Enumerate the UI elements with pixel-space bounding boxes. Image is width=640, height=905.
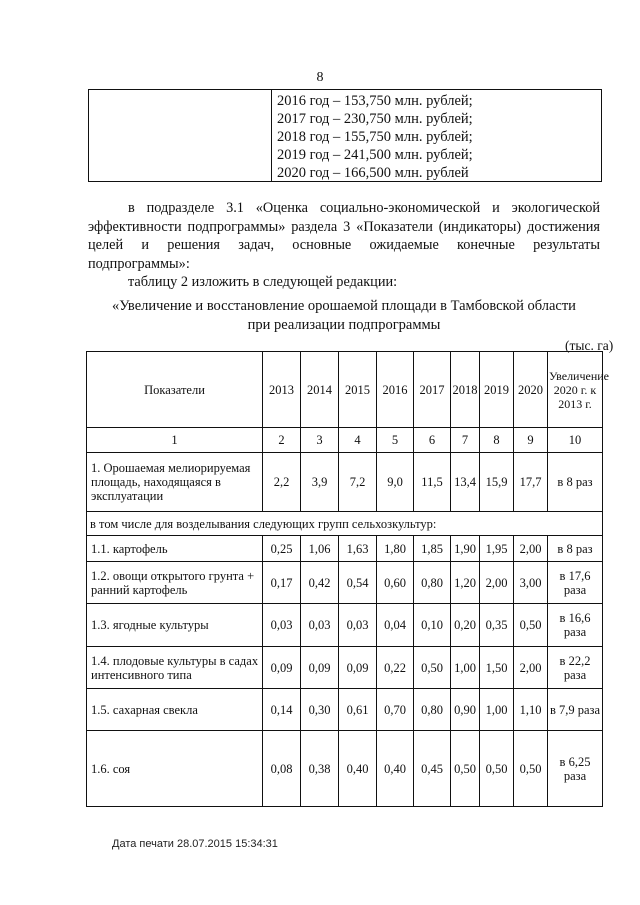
cell: 0,80 (414, 562, 451, 604)
table-row (87, 453, 603, 512)
header-cell: 2015 (339, 352, 377, 428)
column-number: 4 (339, 428, 377, 453)
cell: в 8 раз (548, 453, 603, 512)
table-row (87, 604, 603, 647)
cell: 0,03 (339, 604, 377, 647)
budget-line: 2016 год – 153,750 млн. рублей; (277, 93, 473, 109)
column-number: 3 (301, 428, 339, 453)
cell: 0,20 (451, 604, 480, 647)
cell: 0,08 (263, 731, 301, 807)
cell: в 22,2 раза (548, 647, 603, 689)
cell: 1,10 (514, 689, 548, 731)
irrigation-table (86, 351, 610, 807)
cell: в 7,9 раза (548, 689, 603, 731)
column-number: 10 (548, 428, 603, 453)
header-cell: 2013 (263, 352, 301, 428)
row-label: 1.3. ягодные культуры (87, 604, 263, 647)
column-number-row (87, 428, 603, 453)
units-label: (тыс. га) (565, 338, 614, 353)
cell: 0,50 (480, 731, 514, 807)
cell: 0,09 (339, 647, 377, 689)
cell: 0,42 (301, 562, 339, 604)
column-number: 5 (377, 428, 414, 453)
subheader-cell: в том числе для возделывания следующих групп сельхозкультур: (87, 512, 603, 536)
cell: 0,35 (480, 604, 514, 647)
cell: 2,00 (514, 647, 548, 689)
cell: 1,00 (451, 647, 480, 689)
budget-line: 2018 год – 155,750 млн. рублей; (277, 129, 473, 145)
cell: 0,50 (414, 647, 451, 689)
row-label: 1. Орошаемая мелиорируемая площадь, находящаяся в эксплуатации (87, 453, 263, 512)
cell: 0,50 (514, 731, 548, 807)
header-cell: Увеличение 2020 г. к 2013 г. (548, 352, 603, 428)
cell: 0,25 (263, 536, 301, 562)
cell: 0,03 (301, 604, 339, 647)
cell: 0,70 (377, 689, 414, 731)
cell: в 6,25 раза (548, 731, 603, 807)
column-number: 8 (480, 428, 514, 453)
table-header-row (87, 352, 603, 428)
column-number: 2 (263, 428, 301, 453)
cell: 7,2 (339, 453, 377, 512)
column-number: 9 (514, 428, 548, 453)
header-cell: 2018 (451, 352, 480, 428)
cell: 13,4 (451, 453, 480, 512)
cell: 1,95 (480, 536, 514, 562)
cell: 0,03 (263, 604, 301, 647)
cell: 1,85 (414, 536, 451, 562)
cell: 0,09 (263, 647, 301, 689)
cell: 0,40 (339, 731, 377, 807)
cell: в 16,6 раза (548, 604, 603, 647)
table-title-line2: при реализации подпрограммы (247, 317, 441, 333)
header-cell: Показатели (87, 352, 263, 428)
cell: 1,50 (480, 647, 514, 689)
budget-line: 2020 год – 166,500 млн. рублей (277, 165, 469, 181)
cell: 0,50 (514, 604, 548, 647)
cell: 0,90 (451, 689, 480, 731)
page-number: 8 (316, 70, 324, 85)
column-number: 6 (414, 428, 451, 453)
budget-divider (271, 90, 272, 181)
header-cell: 2017 (414, 352, 451, 428)
row-label: 1.5. сахарная свекла (87, 689, 263, 731)
row-label: 1.4. плодовые культуры в садах интенсивного типа (87, 647, 263, 689)
print-date-footer: Дата печати 28.07.2015 15:34:31 (112, 838, 278, 850)
cell: 0,10 (414, 604, 451, 647)
cell: 2,00 (480, 562, 514, 604)
cell: 0,54 (339, 562, 377, 604)
row-label: 1.1. картофель (87, 536, 263, 562)
cell: в 17,6 раза (548, 562, 603, 604)
cell: 3,9 (301, 453, 339, 512)
cell: 0,30 (301, 689, 339, 731)
budget-lines (277, 92, 473, 182)
budget-table-fragment (88, 89, 602, 182)
cell: 1,80 (377, 536, 414, 562)
table-row (87, 731, 603, 807)
cell: 1,20 (451, 562, 480, 604)
table-row (87, 689, 603, 731)
cell: 1,90 (451, 536, 480, 562)
cell: 15,9 (480, 453, 514, 512)
cell: 9,0 (377, 453, 414, 512)
cell: 2,2 (263, 453, 301, 512)
cell: 11,5 (414, 453, 451, 512)
amendment-paragraph: в подразделе 3.1 «Оценка социально-экономической и экологической эффективности подпрограммы» раздела 3 «Показатели (индикаторы) достижения целей и решения задач, основные ожидаемые конечные результаты подпрограммы»: (88, 200, 600, 272)
cell: 1,06 (301, 536, 339, 562)
cell: 17,7 (514, 453, 548, 512)
cell: 0,22 (377, 647, 414, 689)
column-number: 7 (451, 428, 480, 453)
cell: 3,00 (514, 562, 548, 604)
cell: 1,63 (339, 536, 377, 562)
row-label: 1.2. овощи открытого грунта + ранний картофель (87, 562, 263, 604)
cell: 0,80 (414, 689, 451, 731)
table-title-line1: «Увеличение и восстановление орошаемой площади в Тамбовской области (112, 298, 576, 314)
cell: 0,38 (301, 731, 339, 807)
budget-line: 2017 год – 230,750 млн. рублей; (277, 111, 473, 127)
column-number: 1 (87, 428, 263, 453)
budget-line: 2019 год – 241,500 млн. рублей; (277, 147, 473, 163)
cell: 0,50 (451, 731, 480, 807)
cell: 0,04 (377, 604, 414, 647)
header-cell: 2016 (377, 352, 414, 428)
cell: в 8 раз (548, 536, 603, 562)
cell: 0,09 (301, 647, 339, 689)
subheader-row (87, 512, 603, 536)
header-cell: 2020 (514, 352, 548, 428)
cell: 0,45 (414, 731, 451, 807)
table-row (87, 647, 603, 689)
cell: 1,00 (480, 689, 514, 731)
cell: 0,60 (377, 562, 414, 604)
cell: 2,00 (514, 536, 548, 562)
cell: 0,61 (339, 689, 377, 731)
cell: 0,14 (263, 689, 301, 731)
cell: 0,40 (377, 731, 414, 807)
table-row (87, 536, 603, 562)
table-title (88, 297, 600, 335)
header-cell: 2014 (301, 352, 339, 428)
amendment-instruction: таблицу 2 изложить в следующей редакции: (128, 274, 398, 290)
header-cell: 2019 (480, 352, 514, 428)
table-row (87, 562, 603, 604)
row-label: 1.6. соя (87, 731, 263, 807)
cell: 0,17 (263, 562, 301, 604)
